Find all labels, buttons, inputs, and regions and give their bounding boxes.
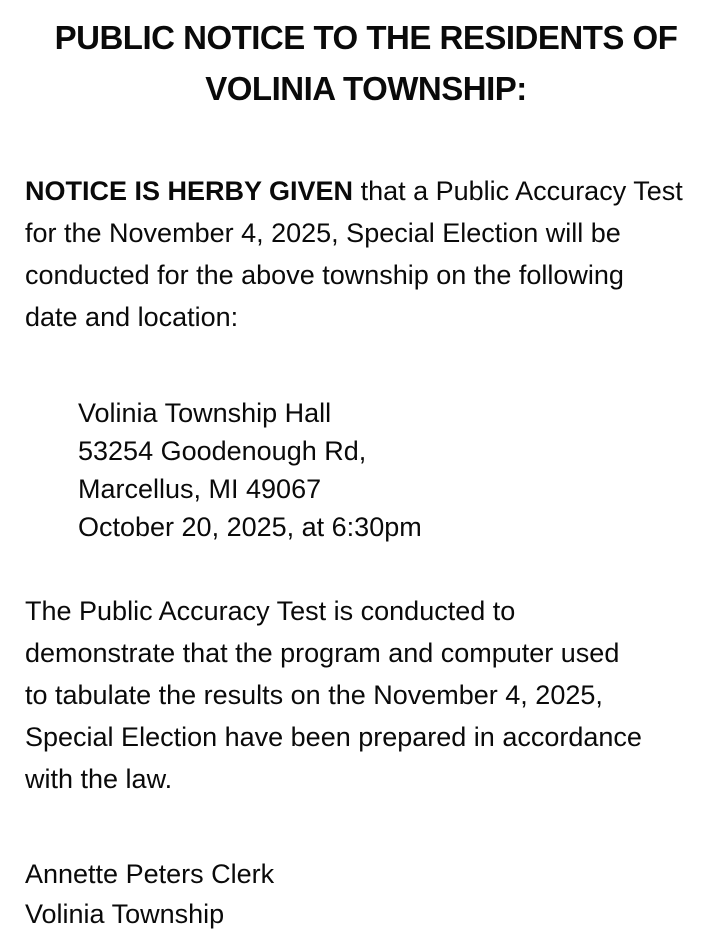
location-date-time: October 20, 2025, at 6:30pm (78, 512, 422, 542)
notice-paragraph-line-3: conducted for the above township on the following (25, 260, 624, 290)
signature-block (25, 854, 707, 930)
test-location-block (78, 394, 707, 546)
notice-paragraph-line-4: date and location: (25, 302, 239, 332)
notice-paragraph-line-2: for the November 4, 2025, Special Election will be (25, 218, 621, 248)
location-street: 53254 Goodenough Rd, (78, 436, 367, 466)
signature-clerk-name: Annette Peters Clerk (25, 859, 275, 889)
purpose-paragraph-line-3: to tabulate the results on the November 4, 2025, (25, 680, 603, 710)
notice-paragraph (25, 170, 707, 338)
location-city-state-zip: Marcellus, MI 49067 (78, 474, 322, 504)
notice-lead-bold-text: NOTICE IS HERBY GIVEN (25, 176, 354, 206)
signature-township: Volinia Township (25, 899, 225, 929)
title-line-2: VOLINIA TOWNSHIP: (205, 70, 527, 107)
notice-lead-rest-text: that a Public Accuracy Test (353, 176, 683, 206)
location-venue: Volinia Township Hall (78, 398, 332, 428)
purpose-paragraph-line-4: Special Election have been prepared in accordance (25, 722, 642, 752)
purpose-paragraph-line-2: demonstrate that the program and computer used (25, 638, 620, 668)
purpose-paragraph (25, 590, 707, 800)
document-title (25, 12, 707, 114)
purpose-paragraph-line-5: with the law. (25, 764, 173, 794)
notice-paragraph-line-1 (25, 170, 707, 212)
title-line-1: PUBLIC NOTICE TO THE RESIDENTS OF (54, 19, 678, 56)
purpose-paragraph-line-1: The Public Accuracy Test is conducted to (25, 596, 516, 626)
